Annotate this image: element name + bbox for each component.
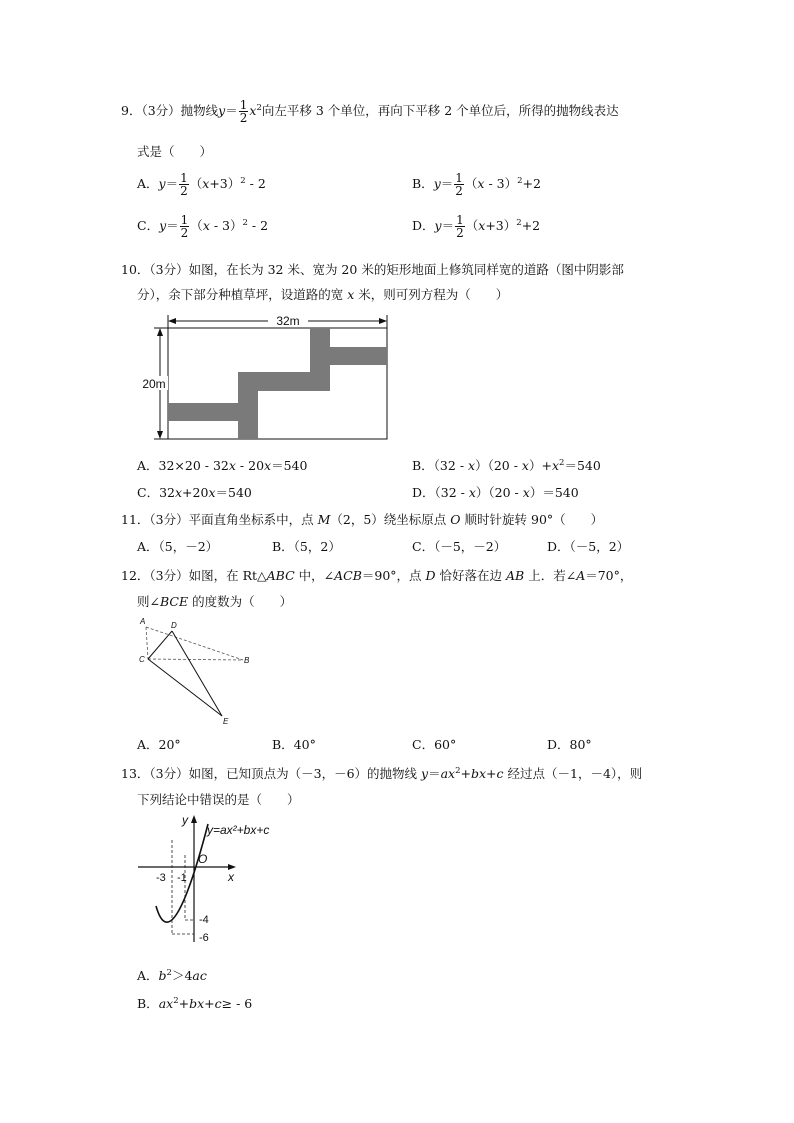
q13-number: 13． <box>121 766 150 781</box>
q13-score: （3分） <box>149 766 189 781</box>
label-d: D <box>171 621 177 630</box>
label-e: E <box>223 717 229 726</box>
q10-stem-line2: 分），余下部分种植草坪，设道路的宽 x 米，则可列方程为（ ） <box>137 287 509 302</box>
label-a: A <box>140 617 146 626</box>
label-b: B <box>244 656 250 665</box>
label-c: C <box>139 655 145 664</box>
origin-label: O <box>198 852 208 866</box>
x-tick-minus1: -1 <box>177 872 187 884</box>
q9-stem: 9．（3分）抛物线y＝ $\frac{1}{2}$ $x^2$向左平移 3 个单位，再向下平移 2 个单位后，所得的抛物线表达 <box>121 98 619 125</box>
q11-stem: 11．（3分）平面直角坐标系中，点 M（2，5）绕坐标原点 O 顺时针旋转 90°（ ） <box>121 512 604 527</box>
q9-option-b[interactable]: B．y＝ $\frac{1}{2}$ （x - 3）$^2$+2 <box>412 171 541 198</box>
x-axis-label: x <box>228 870 234 884</box>
q11-option-b[interactable]: B．（5，2） <box>272 539 341 554</box>
q10-option-d[interactable]: D．（32 - x）（20 - x）＝540 <box>412 485 579 500</box>
q10-option-c[interactable]: C．32x+20x＝540 <box>137 485 252 500</box>
q9-option-d[interactable]: D．y＝ $\frac{1}{2}$ $(x+3)^2+2$ <box>412 213 541 240</box>
q9-score: （3分） <box>141 103 181 118</box>
segment-ab <box>146 627 243 660</box>
q13-parabola-graph <box>136 810 296 950</box>
q12-stem: 12．（3分）如图，在 Rt△ABC 中，∠ACB＝90°，点 D 恰好落在边 AB 上．若∠A＝70°， <box>121 568 633 583</box>
q12-number: 12． <box>121 568 150 583</box>
q11-option-a[interactable]: A．（5，－2） <box>137 539 219 554</box>
y-tick-minus6: -6 <box>199 932 209 944</box>
q13-option-a[interactable]: A．$b^2>4ac$ <box>137 968 207 983</box>
x-tick-minus3: -3 <box>156 872 166 884</box>
segment-de <box>172 631 222 716</box>
q13-stem-line2: 下列结论中错误的是（ ） <box>137 792 300 807</box>
q10-road-diagram <box>140 310 400 445</box>
height-label: 20m <box>142 377 166 391</box>
q12-score: （3分） <box>149 568 189 583</box>
q12-option-c[interactable]: C．60° <box>412 737 457 752</box>
y-axis-label: y <box>182 813 188 827</box>
segment-ac <box>146 627 148 659</box>
q10-stem: 10．（3分）如图，在长为 32 米、宽为 20 米的矩形地面上修筑同样宽的道路（图中阴影部 <box>121 262 624 277</box>
width-label: 32m <box>276 314 300 328</box>
q10-number: 10． <box>121 262 150 277</box>
q13-stem: 13．（3分）如图，已知顶点为（－3，－6）的抛物线 $y=ax^2+bx+c$ 经过点（－1，－4），则 <box>121 766 643 781</box>
curve-label: y=ax²+bx+c <box>207 823 270 837</box>
segment-cd <box>148 631 172 659</box>
q9-number: 9． <box>121 103 142 118</box>
q11-option-d[interactable]: D．（－5，2） <box>547 539 630 554</box>
q12-option-b[interactable]: B．40° <box>272 737 316 752</box>
q12-triangle-diagram <box>136 612 266 727</box>
q12-option-a[interactable]: A．20° <box>137 737 181 752</box>
segment-ce <box>148 659 222 716</box>
road-shaded <box>168 328 387 439</box>
q12-option-d[interactable]: D．80° <box>547 737 592 752</box>
q9-option-a[interactable]: A．y＝ $\frac{1}{2}$ $(x+3)^2 - 2$ <box>137 171 266 198</box>
q10-score: （3分） <box>149 262 189 277</box>
y-tick-minus4: -4 <box>199 914 209 926</box>
q12-stem-line2: 则∠BCE 的度数为（ ） <box>137 594 293 609</box>
q11-option-c[interactable]: C．（－5，－2） <box>412 539 507 554</box>
q10-option-a[interactable]: A．32×20 - 32x - 20x＝540 <box>137 458 308 473</box>
q13-option-b[interactable]: B．$ax^2+bx+c\ge - 6$ <box>137 996 253 1011</box>
q11-score: （3分） <box>149 512 189 527</box>
q9-fraction: $\frac{1}{2}$ <box>239 98 248 125</box>
q9-stem-line2: 式是（ ） <box>137 144 213 159</box>
q11-number: 11． <box>121 512 150 527</box>
segment-cb <box>148 659 243 660</box>
q10-option-b[interactable]: B．$(32 - x)(20 - x)+x^2=540$ <box>412 458 601 473</box>
q9-option-c[interactable]: C．y＝ $\frac{1}{2}$ （x - 3）$^2$ - 2 <box>137 213 269 240</box>
